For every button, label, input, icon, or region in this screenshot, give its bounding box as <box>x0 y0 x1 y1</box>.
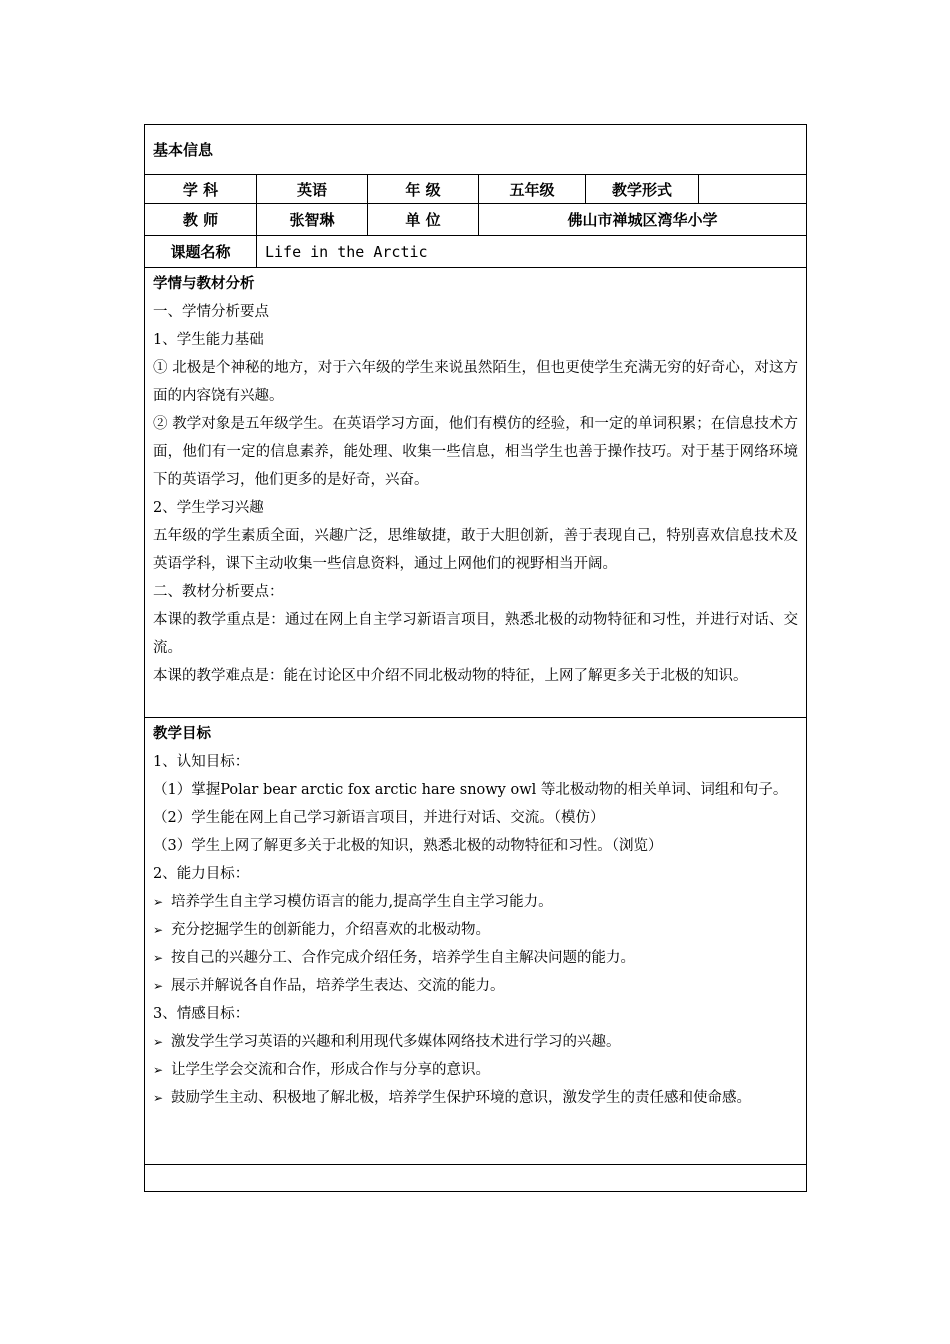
cognitive-item: （1）掌握Polar bear arctic fox arctic hare snowy owl 等北极动物的相关单词、词组和句子。 <box>153 782 788 798</box>
emotion-item: ➢ 鼓励学生主动、积极地了解北极，培养学生保护环境的意识，激发学生的责任感和使命感。 <box>153 1084 798 1112</box>
arrow-bullet-icon: ➢ <box>153 1063 164 1077</box>
subject-label: 学 科 <box>145 175 257 204</box>
teaching-form-label: 教学形式 <box>586 175 699 204</box>
arrow-bullet-icon: ➢ <box>153 895 164 909</box>
analysis-subheading-1: 1、学生能力基础 <box>153 332 264 348</box>
ability-item: ➢ 充分挖掘学生的创新能力，介绍喜欢的北极动物。 <box>153 916 798 944</box>
analysis-section <box>145 268 807 718</box>
teaching-form-value <box>699 175 807 204</box>
topic-label: 课题名称 <box>145 236 257 268</box>
analysis-title: 学情与教材分析 <box>153 275 255 292</box>
arrow-bullet-icon: ➢ <box>153 979 164 993</box>
arrow-bullet-icon: ➢ <box>153 1035 164 1049</box>
objectives-title: 教学目标 <box>153 725 211 742</box>
emotion-item: ➢ 让学生学会交流和合作，形成合作与分享的意识。 <box>153 1056 798 1084</box>
grade-value: 五年级 <box>479 175 586 204</box>
analysis-paragraph: 五年级的学生素质全面，兴趣广泛，思维敏捷，敢于大胆创新，善于表现自己，特别喜欢信息技术及英语学科，课下主动收集一些信息资料，通过上网他们的视野相当开阔。 <box>153 528 799 572</box>
lesson-plan-page <box>144 124 806 1192</box>
analysis-paragraph: ① 北极是个神秘的地方，对于六年级的学生来说虽然陌生，但也更使学生充满无穷的好奇心，对这方面的内容饶有兴趣。 <box>153 360 799 404</box>
analysis-paragraph: 本课的教学重点是：通过在网上自主学习新语言项目，熟悉北极的动物特征和习性，并进行对话、交流。 <box>153 612 799 656</box>
teacher-value: 张智琳 <box>257 204 368 236</box>
subject-value: 英语 <box>257 175 368 204</box>
ability-item: ➢ 培养学生自主学习模仿语言的能力,提高学生自主学习能力。 <box>153 888 798 916</box>
lesson-plan-table <box>144 124 807 1192</box>
arrow-bullet-icon: ➢ <box>153 1091 164 1105</box>
cognitive-item: （2）学生能在网上自己学习新语言项目，并进行对话、交流。（模仿） <box>153 810 605 826</box>
unit-value: 佛山市禅城区湾华小学 <box>479 204 807 236</box>
topic-value: Life in the Arctic <box>257 236 807 268</box>
cognitive-title: 1、认知目标： <box>153 754 250 770</box>
analysis-paragraph: 本课的教学难点是：能在讨论区中介绍不同北极动物的特征，上网了解更多关于北极的知识。 <box>153 668 748 684</box>
objectives-section <box>145 718 807 1165</box>
analysis-heading-1: 一、学情分析要点 <box>153 304 269 320</box>
unit-label: 单 位 <box>368 204 479 236</box>
arrow-bullet-icon: ➢ <box>153 951 164 965</box>
cognitive-item: （3）学生上网了解更多关于北极的知识，熟悉北极的动物特征和习性。（浏览） <box>153 838 663 854</box>
emotion-title: 3、情感目标： <box>153 1006 250 1022</box>
analysis-heading-2: 二、教材分析要点： <box>153 584 284 600</box>
ability-item: ➢ 展示并解说各自作品，培养学生表达、交流的能力。 <box>153 972 798 1000</box>
analysis-subheading-2: 2、学生学习兴趣 <box>153 500 264 516</box>
teacher-label: 教 师 <box>145 204 257 236</box>
arrow-bullet-icon: ➢ <box>153 923 164 937</box>
emotion-item: ➢ 激发学生学习英语的兴趣和利用现代多媒体网络技术进行学习的兴趣。 <box>153 1028 798 1056</box>
grade-label: 年 级 <box>368 175 479 204</box>
empty-footer-row <box>145 1165 807 1192</box>
ability-item: ➢ 按自己的兴趣分工、合作完成介绍任务，培养学生自主解决问题的能力。 <box>153 944 798 972</box>
ability-title: 2、能力目标： <box>153 866 250 882</box>
basic-info-header: 基本信息 <box>145 125 807 175</box>
analysis-paragraph: ② 教学对象是五年级学生。在英语学习方面，他们有模仿的经验，和一定的单词积累；在信息技术方面，他们有一定的信息素养，能处理、收集一些信息，相当学生也善于操作技巧。对于基于网络环境下的英语学习，他们更多的是好奇，兴奋。 <box>153 416 799 488</box>
